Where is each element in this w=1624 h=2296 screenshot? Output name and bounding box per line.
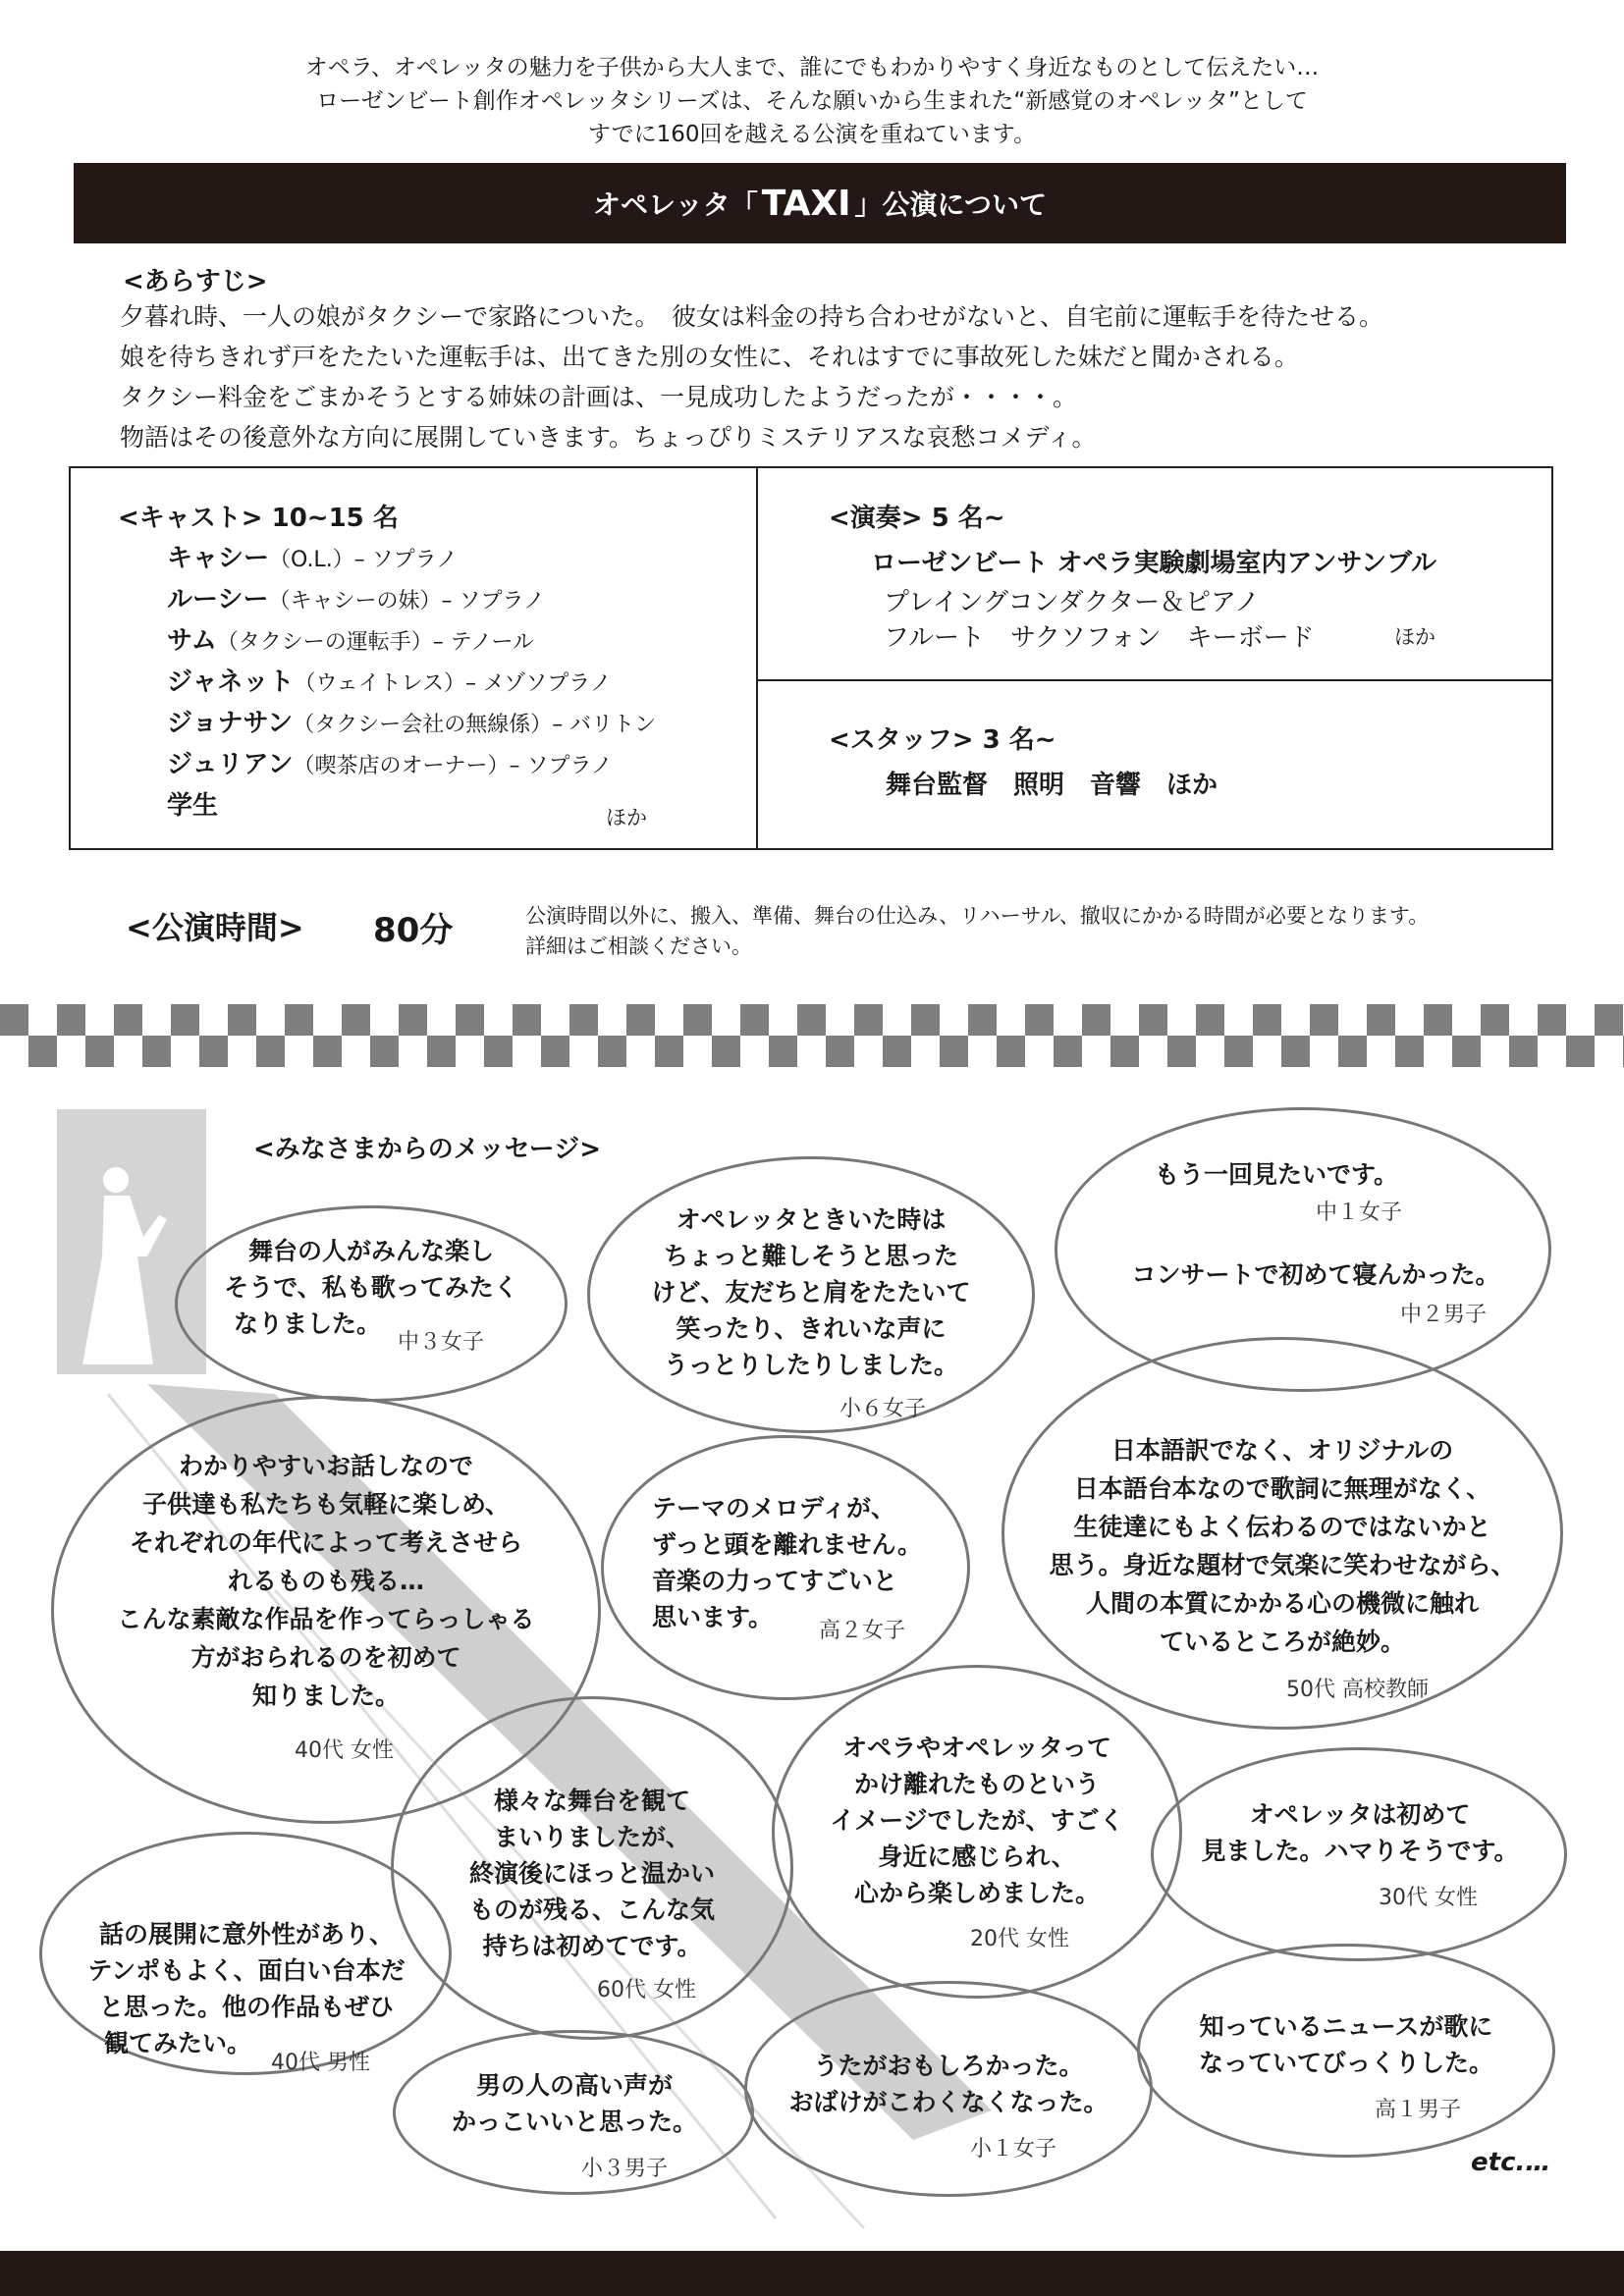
bottom-bar xyxy=(0,2251,1624,2296)
checker-divider xyxy=(0,1004,1624,1067)
message-line: 身近に感じられ、 xyxy=(878,1842,1076,1871)
message-author: 中３女子 xyxy=(398,1330,485,1355)
cast-member xyxy=(167,744,656,785)
intro-text xyxy=(0,51,1624,151)
message-text xyxy=(652,1490,956,1635)
message-line: 終演後にほっと温かい xyxy=(468,1859,715,1888)
message-author: 40代 女性 xyxy=(295,1738,394,1763)
message-author: 中２男子 xyxy=(1400,1303,1488,1327)
message-line: 思う。身近な題材で気楽に笑わせながら、 xyxy=(1049,1551,1516,1579)
message-text: もう一回見たいです。 xyxy=(1154,1160,1398,1189)
cast-list xyxy=(167,538,656,827)
message-line: 様々な舞台を観て xyxy=(493,1787,690,1815)
messages-etc: etc.… xyxy=(1471,2148,1551,2177)
cast-name: サム xyxy=(167,626,217,656)
cast-role: （O.L.）– ソプラノ xyxy=(269,548,459,572)
cast-name: ジュリアン xyxy=(167,750,294,779)
message-line: けど、友だちと肩をたたいて xyxy=(651,1278,971,1307)
message-line: テンポもよく、面白い台本だ xyxy=(87,1956,406,1985)
synopsis-line: 夕暮れ時、一人の娘がタクシーで家路についた。 彼女は料金の持ち合わせがないと、自宅前に運転手を待たせる。 xyxy=(120,302,1384,331)
message-line: れるものも残る… xyxy=(227,1567,424,1595)
table-divider-vertical xyxy=(756,468,758,848)
ensemble-line-2: フルート サクソフォン キーボード xyxy=(884,623,1315,653)
cast-heading: <キャスト> 10~15 名 xyxy=(118,504,399,533)
message-line: オペラやオペレッタって xyxy=(842,1734,1111,1762)
message-author: 高２女子 xyxy=(819,1619,906,1643)
message-line: ているところが絶妙。 xyxy=(1159,1628,1405,1656)
message-line: 観てみたい。 xyxy=(104,2029,252,2057)
synopsis-text xyxy=(120,296,1383,457)
intro-line-1: オペラ、オペレッタの魅力を子供から大人まで、誰にでもわかりやすく身近なものとして伝えたい… xyxy=(304,55,1320,80)
performance-time-note xyxy=(525,901,1429,962)
message-line: 方がおられるのを初めて xyxy=(190,1643,461,1672)
cast-member xyxy=(167,703,656,744)
message-line: ものが残る、こんな気 xyxy=(468,1896,715,1924)
message-line: それぞれの年代によって考えさせら xyxy=(129,1528,522,1557)
message-line: うっとりしたりしました。 xyxy=(663,1351,958,1379)
message-line: おばけがこわくなくなった。 xyxy=(788,2088,1109,2116)
cast-role: （喫茶店のオーナー）– ソプラノ xyxy=(293,754,613,778)
intro-line-2: ローゼンビート創作オペレッタシリーズは、そんな願いから生まれた“新感覚のオペレッタ”として xyxy=(316,88,1308,114)
message-line: うたがおもしろかった。 xyxy=(813,2052,1084,2080)
info-table xyxy=(69,466,1553,850)
message-line: 見ました。ハマりそうです。 xyxy=(1201,1837,1519,1865)
message-line: 持ちは初めてです。 xyxy=(482,1932,702,1960)
staff-members: 舞台監督 照明 音響 ほか xyxy=(886,771,1218,800)
message-line: 知りました。 xyxy=(251,1682,400,1710)
message-author: 50代 高校教師 xyxy=(1286,1678,1429,1702)
message-line: かけ離れたものという xyxy=(853,1770,1100,1798)
message-line: わかりやすいお話しなので xyxy=(178,1452,473,1480)
message-text xyxy=(194,1233,548,1342)
message-text xyxy=(430,1783,754,1964)
message-author: 小６女子 xyxy=(839,1397,927,1421)
message-line: 思います。 xyxy=(652,1603,774,1631)
cast-member xyxy=(167,620,656,662)
message-author: 20代 女性 xyxy=(970,1927,1069,1951)
message-line: 知っているニュースが歌に xyxy=(1199,2012,1493,2041)
message-text xyxy=(624,1201,998,1383)
message-text xyxy=(412,2067,736,2140)
synopsis-line: 物語はその後意外な方向に展開していきます。ちょっぴりミステリアスな哀愁コメディ。 xyxy=(120,423,1097,452)
message-author: 30代 女性 xyxy=(1379,1886,1478,1910)
cast-name: ジョナサン xyxy=(167,709,294,738)
message-text: コンサートで初めて寝んかった。 xyxy=(1131,1260,1500,1289)
message-line: オペレッタは初めて xyxy=(1249,1800,1471,1829)
message-line: 笑ったり、きれいな声に xyxy=(676,1314,947,1343)
synopsis-line: 娘を待ちきれず戸をたたいた運転手は、出てきた別の女性に、それはすでに事故死した妹だと聞かされる。 xyxy=(120,343,1299,371)
message-author: 小３男子 xyxy=(581,2157,669,2181)
ensemble-heading: <演奏> 5 名~ xyxy=(829,504,1005,533)
message-line: 子供達も私たちも気軽に楽しめ、 xyxy=(141,1490,510,1519)
cast-name: ルーシー xyxy=(167,585,269,614)
staff-heading: <スタッフ> 3 名~ xyxy=(829,725,1056,755)
message-line: 日本語台本なので歌詞に無理がなく、 xyxy=(1073,1474,1491,1503)
cast-member xyxy=(167,785,656,827)
message-text xyxy=(1178,1796,1542,1869)
message-author: 60代 女性 xyxy=(597,1978,696,2002)
message-text xyxy=(1021,1431,1543,1661)
table-divider-horizontal xyxy=(756,679,1551,681)
cast-member xyxy=(167,579,656,620)
cast-role: （ウェイトレス）– メゾソプラノ xyxy=(294,671,612,696)
message-line: ちょっと難しそうと思った xyxy=(663,1242,958,1270)
message-line: テーマのメロディが、 xyxy=(652,1494,896,1522)
message-line: 舞台の人がみんな楽し xyxy=(247,1237,494,1265)
message-line: 話の展開に意外性があり、 xyxy=(98,1920,394,1949)
message-line: 日本語訳でなく、オリジナルの xyxy=(1110,1436,1454,1465)
message-text xyxy=(1155,2008,1538,2081)
performance-time-label: <公演時間> xyxy=(126,909,304,946)
title-banner xyxy=(74,163,1566,243)
cast-member xyxy=(167,662,656,703)
synopsis-heading: <あらすじ> xyxy=(123,267,268,296)
message-line: 心から楽しめました。 xyxy=(853,1879,1100,1907)
cast-name: 学生 xyxy=(167,791,219,821)
cast-role: （タクシー会社の無線係）– バリトン xyxy=(293,713,657,737)
banner-title: TAXI xyxy=(761,183,851,224)
banner-post: 」公演について xyxy=(854,188,1047,221)
message-line: 人間の本質にかかる心の機微に触れ xyxy=(1085,1589,1479,1618)
intro-line-3: すでに160回を越える公演を重ねています。 xyxy=(587,122,1037,147)
message-text xyxy=(797,1730,1157,1911)
messages-heading: <みなさまからのメッセージ> xyxy=(253,1135,602,1164)
message-text xyxy=(762,2048,1135,2120)
message-line: まいりましたが、 xyxy=(493,1823,690,1851)
message-line: なっていてびっくりした。 xyxy=(1198,2049,1493,2077)
cast-member xyxy=(167,538,656,579)
cast-name: ジャネット xyxy=(167,667,295,697)
message-author: 小１女子 xyxy=(970,2137,1057,2162)
ensemble-group: ローゼンビート オペラ実験劇場室内アンサンブル xyxy=(871,549,1437,578)
cast-role: （キャシーの妹）– ソプラノ xyxy=(268,589,545,614)
message-line: と思った。他の作品もぜひ xyxy=(98,1993,394,2021)
message-line: 音楽の力ってすごいと xyxy=(652,1567,898,1595)
ensemble-line-1: プレイングコンダクター＆ピアノ xyxy=(884,588,1260,617)
message-line: オペレッタときいた時は xyxy=(676,1205,947,1234)
cast-etc: ほか xyxy=(606,806,647,829)
message-line: そうで、私も歌ってみたく xyxy=(224,1273,518,1302)
message-line: ずっと頭を離れません。 xyxy=(652,1530,923,1559)
message-text xyxy=(57,1916,436,2061)
message-text xyxy=(81,1447,571,1715)
message-line: 男の人の高い声が xyxy=(475,2071,673,2100)
banner-pre: オペレッタ「 xyxy=(593,188,758,221)
cast-name: キャシー xyxy=(167,544,270,573)
ensemble-etc: ほか xyxy=(1394,625,1435,649)
message-line: なりました。 xyxy=(234,1309,382,1338)
message-line: かっこいいと思った。 xyxy=(451,2108,697,2136)
message-author: 高１男子 xyxy=(1375,2098,1462,2122)
cast-role: （タクシーの運転手）– テノール xyxy=(216,630,535,655)
synopsis-line: タクシー料金をごまかそうとする姉妹の計画は、一見成功したようだったが・・・・。 xyxy=(120,383,1078,411)
message-line: こんな素敵な作品を作ってらっしゃる xyxy=(117,1605,535,1633)
performance-time-note-2: 詳細はご相談ください。 xyxy=(525,934,752,958)
performance-time-note-1: 公演時間以外に、搬入、準備、舞台の仕込み、リハーサル、撤収にかかる時間が必要となります。 xyxy=(525,904,1430,928)
message-line: イメージでしたが、すごく xyxy=(830,1806,1124,1835)
performance-time-value: 80分 xyxy=(373,911,454,950)
message-line: 生徒達にもよく伝わるのではないかと xyxy=(1073,1513,1491,1541)
message-author: 中１女子 xyxy=(1316,1201,1403,1225)
message-author: 40代 男性 xyxy=(271,2051,370,2075)
